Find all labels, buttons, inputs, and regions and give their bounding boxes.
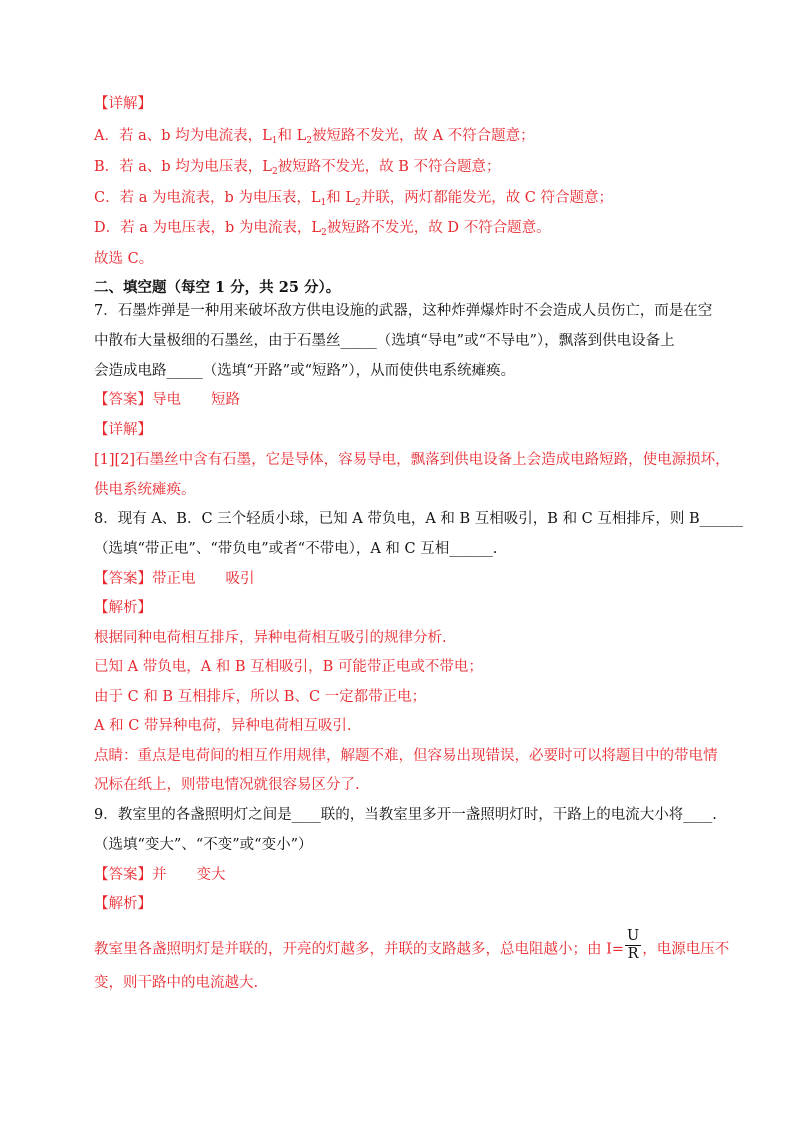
q9-answer <box>94 865 226 885</box>
ohms-law-fraction: $\frac{U}{R}$ <box>626 928 640 962</box>
q7-answer <box>94 390 240 410</box>
q8-answer-1: 带正电 <box>152 571 196 587</box>
option-d-explanation: D．若 a 为电压表，b 为电流表，$L_2$被短路不发光，故 D 不符合题意。 <box>94 220 551 238</box>
q9-analysis-tag: 【解析】 <box>94 896 152 912</box>
q7-text-line-2: 中散布大量极细的石墨丝，由于石墨丝_____（选填“导电”或“不导电”），飘落到供电设备上 <box>94 333 675 349</box>
q9-answer-1: 并 <box>152 867 167 883</box>
section-heading: 二、填空题（每空 1 分，共 25 分）。 <box>94 279 341 296</box>
q9-analysis-line-1: 教室里各盏照明灯是并联的，开亮的灯越多，并联的支路越多，总电阻越小；由 I= $\frac{U}{R}$ ，电源电压不 <box>94 928 730 962</box>
q7-answer-1: 导电 <box>152 392 181 408</box>
detail-tag: 【详解】 <box>94 96 152 112</box>
q7-text-line-3: 会造成电路_____（选填“开路”或“短路”），从而使供电系统瘫痪。 <box>94 363 516 379</box>
q8-analysis-line-5: 点睛：重点是电荷间的相互作用规律，解题不难，但容易出现错误，必要时可以将题目中的带电情 <box>94 748 718 764</box>
option-c-explanation: C．若 a 为电流表，b 为电压表，$L_1$和 $L_2$并联，两灯都能发光，故 C 符合题意； <box>94 190 614 208</box>
q8-analysis-line-6: 况标在纸上，则带电情况就很容易区分了. <box>94 777 360 793</box>
q9-answer-2: 变大 <box>196 867 226 883</box>
q8-analysis-line-4: A 和 C 带异种电荷，异种电荷相互吸引. <box>94 718 352 734</box>
q8-answer-2: 吸引 <box>225 571 255 587</box>
q7-detail-tag: 【详解】 <box>94 422 152 438</box>
q8-analysis-line-1: 根据同种电荷相互排斥，异种电荷相互吸引的规律分析. <box>94 630 447 646</box>
q8-analysis-tag: 【解析】 <box>94 600 152 616</box>
q9-analysis-line-2: 变，则干路中的电流越大. <box>94 975 259 991</box>
answer-tag: 【答案】 <box>94 392 152 408</box>
answer-tag: 【答案】 <box>94 867 152 883</box>
q9-text-line-1: 9．教室里的各盏照明灯之间是____联的，当教室里多开一盏照明灯时，干路上的电流大小将____. <box>94 807 717 823</box>
q8-text-line-1: 8．现有 A、B．C 三个轻质小球，已知 A 带负电，A 和 B 互相吸引，B 和 C 互相排斥，则 B______ <box>94 511 744 527</box>
q8-text-line-2: （选填“带正电”、“带负电”或者“不带电），A 和 C 互相______. <box>94 541 498 557</box>
q9-text-line-2: （选填“变大”、“不变”或“变小”） <box>94 837 313 853</box>
q7-answer-2: 短路 <box>211 392 240 408</box>
option-b-explanation: B．若 a、b 均为电压表，$L_2$被短路不发光，故 B 不符合题意； <box>94 159 501 177</box>
q8-analysis-line-3: 由于 C 和 B 互相排斥，所以 B、C 一定都带正电； <box>94 689 427 705</box>
q8-answer <box>94 569 255 589</box>
q8-analysis-line-2: 已知 A 带负电，A 和 B 互相吸引，B 可能带正电或不带电； <box>94 659 483 675</box>
q7-detail-line-2: 供电系统瘫痪。 <box>94 482 196 498</box>
q7-text-line-1: 7．石墨炸弹是一种用来破坏敌方供电设施的武器，这种炸弹爆炸时不会造成人员伤亡，而是在空 <box>94 303 713 319</box>
conclusion: 故选 C。 <box>94 251 154 267</box>
q7-detail-line-1: [1][2]石墨丝中含有石墨，它是导体，容易导电，飘落到供电设备上会造成电路短路，使电源损坏， <box>94 452 730 468</box>
option-a-explanation: A．若 a、b 均为电流表，$L_1$和 $L_2$被短路不发光，故 A 不符合题意； <box>94 128 535 146</box>
answer-tag: 【答案】 <box>94 571 152 587</box>
